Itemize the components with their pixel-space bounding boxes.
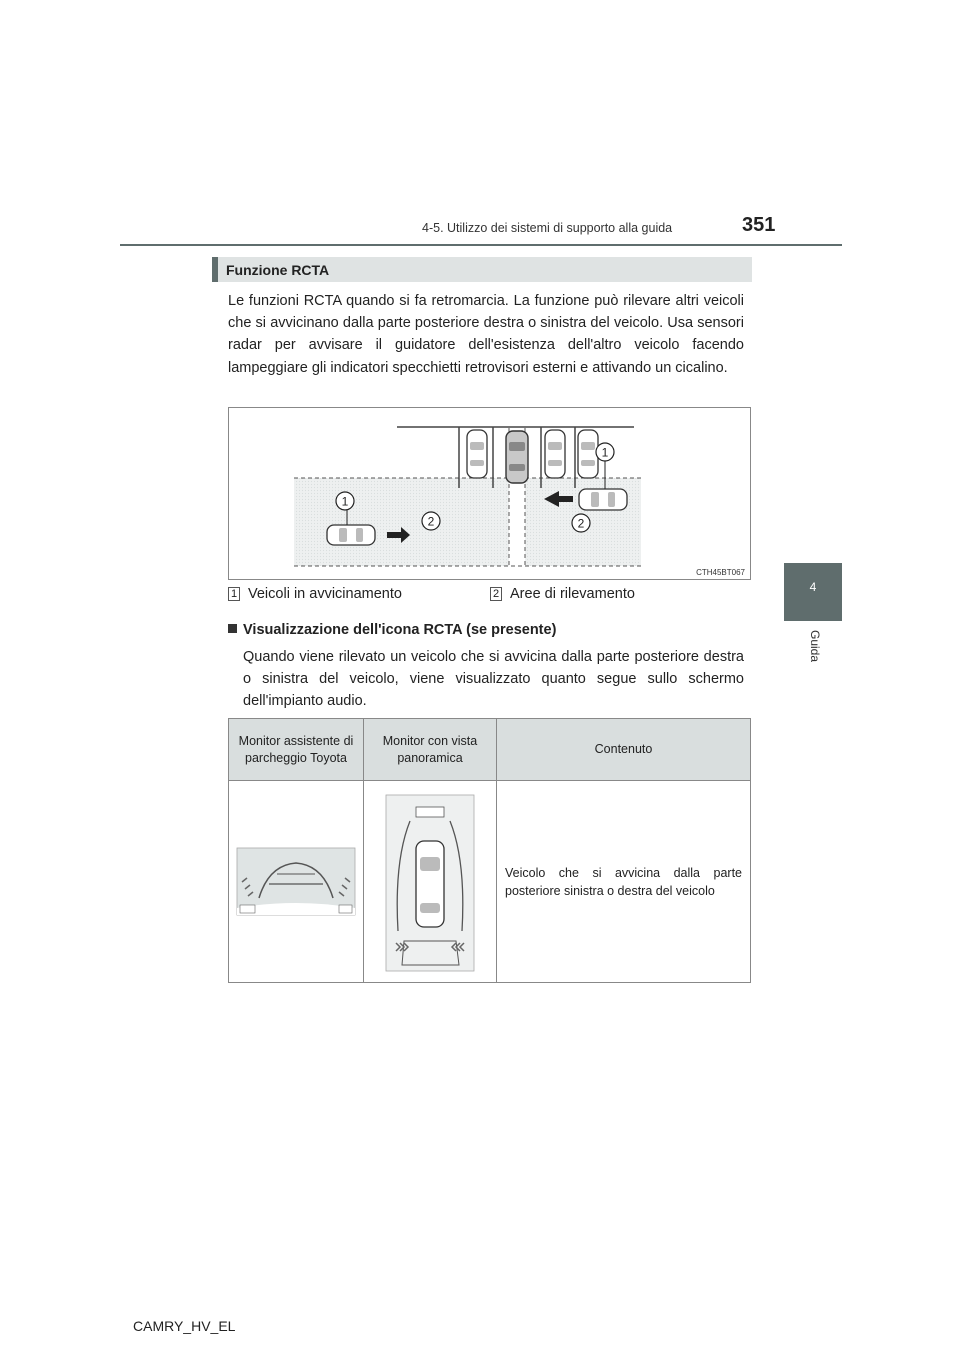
panoramic-monitor-image-cell [364, 781, 497, 983]
legend-item-2 [490, 586, 635, 602]
toyota-monitor-image-cell [229, 781, 364, 983]
legend-number: 1 [228, 587, 240, 601]
approaching-vehicle-left [327, 525, 375, 545]
legend-text: Veicoli in avvicinamento [248, 586, 402, 602]
running-header: 4-5. Utilizzo dei sistemi di supporto alla guida [422, 221, 673, 235]
rcta-icon-table [228, 718, 751, 983]
callout-2-right-label: 2 [577, 516, 585, 531]
footer-code: CAMRY_HV_EL [133, 1318, 236, 1334]
header-divider [120, 244, 842, 246]
legend-number: 2 [490, 587, 502, 601]
chapter-label: Guida [808, 630, 822, 663]
callout-2-left-label: 2 [427, 514, 435, 529]
rcta-diagram [228, 407, 751, 580]
subsection-heading [228, 622, 556, 638]
content-cell [497, 781, 751, 983]
table-row [229, 781, 751, 983]
callout-1-right-label: 1 [601, 445, 609, 460]
figure-code: CTH45BT067 [696, 568, 745, 577]
parking-assist-screen-icon [229, 781, 363, 977]
detection-area-left [294, 478, 509, 566]
parked-car-4 [578, 430, 598, 478]
callout-1-left-label: 1 [341, 494, 349, 509]
table-header-content: Contenuto [497, 719, 751, 781]
approaching-vehicle-right [579, 489, 627, 510]
panoramic-view-screen-icon [364, 781, 496, 977]
heading-accent-bar [212, 257, 218, 282]
section-heading [212, 257, 752, 282]
parked-car-3 [545, 430, 565, 478]
chapter-tab[interactable]: 4 [784, 563, 842, 621]
subsection-paragraph: Quando viene rilevato un veicolo che si avvicina dalla parte posteriore destra o sinistra del veicolo, viene visualizzato quanto segue sullo schermo dell'impianto audio. [243, 649, 744, 710]
parked-car-1 [467, 430, 487, 478]
table-header-panoramic-monitor: Monitor con vista panoramica [364, 719, 497, 781]
page-number: 351 [742, 214, 776, 236]
legend-text: Aree di rilevamento [510, 586, 635, 602]
rcta-diagram-svg [229, 408, 750, 579]
square-bullet-icon [228, 624, 237, 633]
own-vehicle [506, 431, 528, 483]
content-description: Veicolo che si avvicina dalla parte posteriore sinistra o destra del veicolo [505, 865, 742, 898]
section-title: Funzione RCTA [226, 262, 330, 278]
legend-item-1 [228, 586, 402, 602]
table-header-toyota-monitor: Monitor assistente di parcheggio Toyota [229, 719, 364, 781]
subsection-title: Visualizzazione dell'icona RCTA (se presente) [243, 622, 557, 638]
section-paragraph: Le funzioni RCTA quando si fa retromarcia. La funzione può rilevare altri veicoli che si avvicinano dalla parte posteriore destra o sinistra del veicolo. Usa sensori radar per avvisare il guidatore dell'esistenza dell'altro veicolo facendo lampeggiare gli indicatori specchietti retrovisori esterni e attivando un cicalino. [228, 293, 744, 376]
